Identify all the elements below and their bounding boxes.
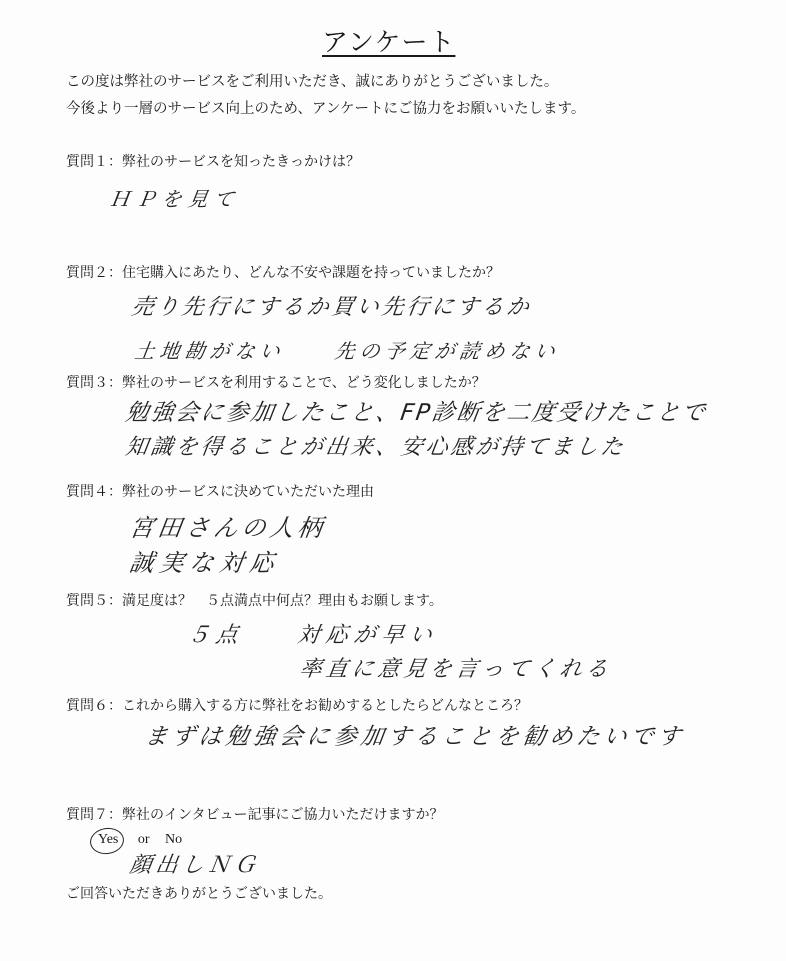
consent-no-option[interactable]: No — [165, 832, 183, 847]
intro-line-1: この度は弊社のサービスをご利用いただき、誠にありがとうございました。 — [66, 74, 559, 90]
question-5-score: ５点 — [185, 623, 246, 648]
question-4-answer-line-2: 誠実な対応 — [127, 549, 282, 577]
question-4-label: 質問４：弊社のサービスに決めていただいた理由 — [66, 484, 374, 500]
question-1-answer: ＨＰを見て — [108, 187, 242, 211]
consent-or-label: or — [137, 832, 150, 847]
question-5-reason-line-1: 対応が早い — [295, 623, 440, 648]
survey-title: アンケート — [322, 28, 456, 58]
intro-line-2: 今後より一層のサービス向上のため、アンケートにご協力をお願いいたします。 — [66, 101, 586, 117]
consent-options — [96, 832, 182, 848]
selected-circle-mark — [88, 826, 125, 856]
question-7-answer: 顔出しＮＧ — [127, 853, 262, 878]
question-6-answer: まずは勉強会に参加することを勧めたいです — [142, 724, 687, 750]
question-6-label: 質問６：これから購入する方に弊社をお勧めするとしたらどんなところ？ — [66, 698, 528, 714]
question-7-label: 質問７：弊社のインタビュー記事にご協力いただけますか？ — [66, 807, 444, 823]
closing-message: ご回答いただきありがとうございました。 — [66, 886, 332, 902]
consent-yes-option[interactable] — [96, 832, 120, 848]
question-3-label: 質問３：弊社のサービスを利用することで、どう変化しましたか？ — [66, 375, 486, 391]
question-5-label: 質問５：満足度は？ ５点満点中何点？理由もお願します。 — [66, 593, 443, 609]
question-1-label: 質問１：弊社のサービスを知ったきっかけは？ — [66, 154, 360, 170]
question-5-reason-line-2: 率直に意見を言ってくれる — [297, 657, 614, 682]
question-2-answer-line-1: 売り先行にするか買い先行にするか — [129, 295, 534, 320]
question-2-answer-line-2: 土地勘がない 先の予定が読めない — [133, 339, 562, 363]
consent-yes-label: Yes — [98, 832, 119, 847]
question-3-answer-line-2: 知識を得ることが出来、安心感が持てました — [123, 435, 628, 460]
question-2-label: 質問２：住宅購入にあたり、どんな不安や課題を持っていましたか？ — [66, 265, 500, 281]
question-4-answer-line-1: 宮田さんの人柄 — [127, 514, 328, 542]
question-3-answer-line-1: 勉強会に参加したこと、FP診断を二度受けたことで — [123, 400, 709, 426]
